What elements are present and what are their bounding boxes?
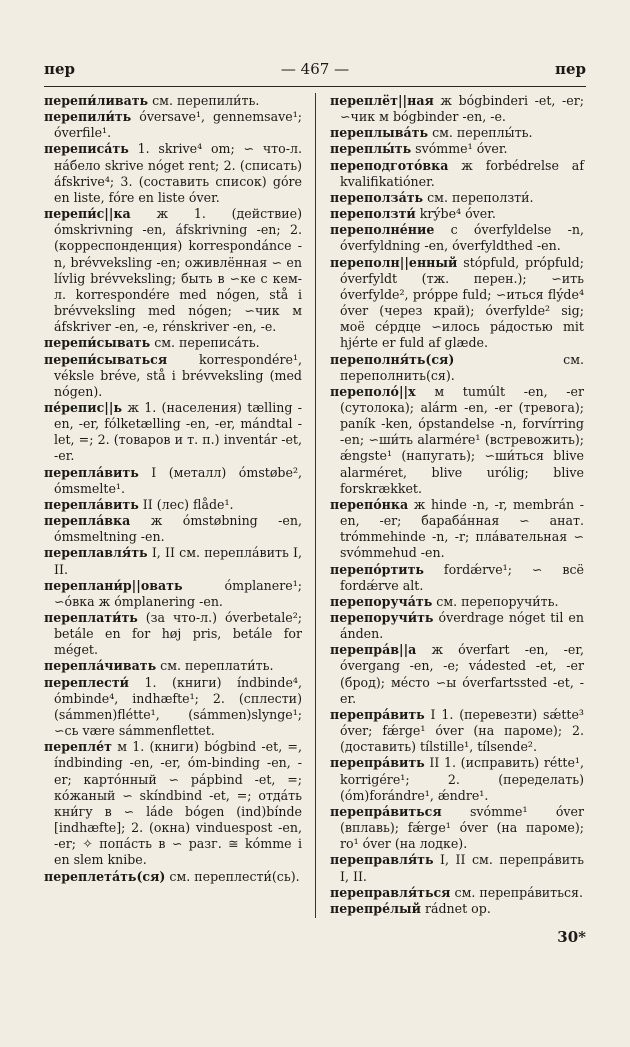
dictionary-entry [330, 755, 584, 803]
dictionary-entry [44, 141, 302, 206]
entry-headword: переподготóвка [330, 157, 449, 173]
left-column [44, 93, 302, 885]
entry-definition: м tumúlt -en, -er (сутолока); alárm -en, -er (тревога); paník -ken, ópstandelse -n, forvírring -en; ∽ши́ть alarmére¹ (встревожить); ǽngste¹ (напугать); ∽ши́ться blive alarméret, blive urólig; blive forskrækket. [340, 383, 584, 496]
dictionary-entry [330, 158, 584, 190]
entry-headword: переполó||х [330, 383, 416, 399]
entry-definition: см. перепоручи́ть. [436, 593, 559, 609]
entry-definition: см. переползти́. [427, 189, 534, 205]
dictionary-entry [330, 352, 584, 384]
dictionary-entry [44, 206, 302, 335]
dictionary-entry [44, 352, 302, 400]
column-divider [315, 93, 316, 918]
dictionary-entry [44, 465, 302, 497]
dictionary-entry [44, 335, 302, 351]
dictionary-entry [44, 93, 302, 109]
entry-definition: с óverfyldelse -n, óverfyldning -en, óverfyldthed -en. [340, 222, 584, 254]
entry-headword: перепрáв||а [330, 642, 417, 658]
dictionary-entry [44, 497, 302, 513]
dictionary-entry [330, 610, 584, 642]
dictionary-entry [330, 384, 584, 497]
dictionary-entry [44, 658, 302, 674]
header-rule [44, 86, 586, 87]
entry-definition: ж bógbinderi -et, -er; ∽чик м bógbinder -en, -e. [340, 93, 584, 125]
entry-definition: см. переполнить(ся). [340, 351, 584, 383]
dictionary-entry [330, 497, 584, 562]
header-guide-word-right: пер [554, 60, 586, 78]
entry-definition: I 1. (перевезти) sǽtte³ óver; fǽrge¹ óver (на пароме); 2. (доставить) tílstille¹, tílsende². [340, 706, 584, 755]
dictionary-entry [330, 562, 584, 594]
entry-headword: переплывáть [330, 125, 429, 141]
entry-headword: перепла́чивать [44, 658, 157, 674]
entry-headword: переправля́ться [330, 884, 451, 900]
entry-definition: ómplanere¹; ∽óвка ж ómplanering -en. [54, 577, 302, 609]
entry-headword: переправля́ть [330, 852, 434, 868]
entry-definition: II 1. (исправить) rétte¹, korrigére¹; 2. (переделать) (óm)forándre¹, ǽndre¹. [340, 755, 584, 803]
entry-definition: см. перепрáвиться. [454, 884, 584, 900]
entry-definition: см. переплести́(сь). [169, 868, 300, 884]
dictionary-entry [44, 513, 302, 545]
dictionary-entry [44, 739, 302, 868]
page-number: — 467 — [280, 60, 350, 78]
entry-headword: переплани́р||овать [44, 577, 183, 593]
page-header [44, 58, 586, 82]
entry-headword: переписа́ть [44, 141, 129, 157]
entry-definition: I (металл) ómstøbe², ómsmelte¹. [54, 464, 302, 496]
dictionary-entry [330, 885, 584, 901]
entry-definition: stópfuld, própfuld; óverfyldt (тж. перен.); ∽ить óverfylde², próppe fuld; ∽иться flýde⁴ óver (через край); óverfylde² sig; моё сéрдце ∽илось рáдостью mit hjérte er fuld af glæde. [340, 254, 584, 351]
entry-headword: пе́репис||ь [44, 399, 122, 415]
right-column [330, 93, 584, 917]
entry-headword: перепрáвиться [330, 803, 442, 819]
entry-definition: см. переплати́ть. [160, 658, 274, 674]
entry-definition: ж ómstøbning -en, ómsmeltning -en. [54, 513, 302, 545]
entry-headword: переплати́ть [44, 610, 138, 625]
entry-headword: перепрáвить [330, 755, 425, 771]
entry-headword: переплáвить [44, 464, 139, 480]
entry-headword: перепоручáть [330, 593, 433, 609]
entry-definition: см. переписа́ть. [154, 335, 260, 351]
dictionary-entry [44, 869, 302, 885]
entry-headword: перепи́сываться [44, 351, 168, 367]
entry-definition: krýbe⁴ óver. [419, 206, 496, 222]
entry-definition: ж 1. (населения) tælling -en, -er, fólketælling -en, -er, mándtal -let, =; 2. (товаров и т. п.) inventár -et, -er. [54, 399, 302, 464]
dictionary-entry [330, 190, 584, 206]
dictionary-entry [330, 901, 584, 917]
entry-headword: переплетáть(ся) [44, 868, 166, 884]
entry-headword: переполнéние [330, 222, 435, 238]
dictionary-entry [330, 125, 584, 141]
entry-headword: переполн||енный [330, 254, 458, 270]
dictionary-entry [330, 804, 584, 852]
entry-headword: перепи́сывать [44, 335, 151, 351]
entry-definition: 1. skrive⁴ om; ∽ что-л. нáбело skrive nóget rent; 2. (списать) áfskrive⁴; 3. (составить список) góre en liste, fóre en liste óver. [54, 141, 302, 205]
entry-definition: I, II см. переплáвить I, II. [54, 545, 302, 577]
entry-headword: перепили́ть [44, 109, 132, 125]
entry-headword: перепле́т [44, 739, 112, 755]
entry-headword: переползáть [330, 189, 424, 205]
entry-headword: перепóртить [330, 561, 424, 577]
dictionary-entry [44, 610, 302, 658]
entry-headword: переплáвить [44, 496, 139, 512]
dictionary-entry [330, 642, 584, 707]
dictionary-entry [330, 206, 584, 222]
entry-definition: óversave¹, gennemsave¹; óverfile¹. [54, 109, 302, 141]
header-guide-word-left: пер [44, 60, 76, 78]
entry-headword: переползти́ [330, 206, 416, 222]
entry-headword: переплавля́ть [44, 545, 148, 561]
dictionary-entry [44, 675, 302, 740]
entry-definition: svómme¹ óver (вплавь); fǽrge¹ óver (на пароме); ro¹ óver (на лодке). [340, 803, 584, 852]
entry-headword: переплáвка [44, 513, 131, 529]
entry-definition: ж óverfart -en, -er, óvergang -en, -e; vádested -et, -er (брод); мéсто ∽ы óverfartssted -et, -er. [340, 642, 584, 706]
entry-definition: svómme¹ óver. [415, 141, 508, 157]
entry-headword: переполня́ть(ся) [330, 351, 455, 367]
signature-mark: 30* [557, 928, 586, 946]
entry-definition: ж forbédrelse af kvalifikatióner. [340, 157, 584, 189]
dictionary-entry [330, 141, 584, 157]
dictionary-entry [330, 594, 584, 610]
dictionary-entry [44, 109, 302, 141]
entry-headword: переплести́ [44, 674, 129, 690]
entry-definition: ж hinde -n, -r, membrán -en, -er; барабáнная ∽ анат. trómmehinde -n, -r; плáвательная ∽ svómmehud -en. [340, 496, 584, 561]
entry-definition: см. перепили́ть. [152, 93, 260, 108]
entry-definition: I, II см. перепрáвить I, II. [340, 852, 584, 884]
entry-definition: (за что-л.) óverbetale²; betále en for høj pris, betále for méget. [54, 610, 302, 658]
dictionary-entry [44, 578, 302, 610]
entry-headword: перепоручи́ть [330, 610, 434, 625]
entry-headword: перепóнка [330, 496, 409, 512]
entry-headword: переплы́ть [330, 141, 412, 157]
entry-definition: rádnet op. [424, 900, 491, 916]
entry-headword: переплёт||ная [330, 93, 434, 108]
entry-definition: 1. (книги) índbinde⁴, ómbinde⁴, indhæfte¹; 2. (сплести) (sámmen)flétte¹, (sámmen)slynge¹; ∽сь være sámmenflettet. [54, 674, 302, 739]
dictionary-entry [330, 93, 584, 125]
dictionary-entry [44, 400, 302, 465]
entry-headword: перепрéлый [330, 900, 421, 916]
dictionary-entry [44, 545, 302, 577]
entry-definition: fordǽrve¹; ∽ всё fordǽrve alt. [340, 561, 584, 593]
entry-definition: ж 1. (действие) ómskrivning -en, áfskrivning -en; 2. (корреспонденция) korrespondánce -n, brévveksling -en; оживлённая ∽ en lívlig brévveksling; быть в ∽ке с кем-л. korrespondére med nógen, stå i brévveksling med nógen; ∽чик м áfskriver -en, -e, rénskriver -en, -e. [54, 206, 302, 335]
entry-definition: II (лес) flåde¹. [142, 496, 234, 512]
entry-headword: перепи́ливать [44, 93, 149, 108]
entry-definition: м 1. (книги) bógbind -et, =, índbinding -en, -er, óm-binding -en, -er; картóнный ∽ pápbind -et, =; кóжаный ∽ skíndbind -et, =; отдáть кни́гу в ∽ láde bógen (ind)bínde [indhæfte]; 2. (окна) vinduespost -en, -er; ✧ попáсть в ∽ разг. ≅ kómme i en slem knibe. [54, 739, 302, 868]
entry-definition: см. переплы́ть. [432, 125, 533, 141]
dictionary-entry [330, 255, 584, 352]
dictionary-entry [330, 852, 584, 884]
entry-definition: korrespondére¹, véksle bréve, stå i brévveksling (med nógen). [54, 351, 302, 399]
dictionary-entry [330, 222, 584, 254]
entry-headword: перепрáвить [330, 706, 425, 722]
entry-definition: óverdrage nóget til en ánden. [340, 610, 584, 642]
entry-headword: перепи́с||ка [44, 206, 131, 222]
dictionary-entry [330, 707, 584, 755]
